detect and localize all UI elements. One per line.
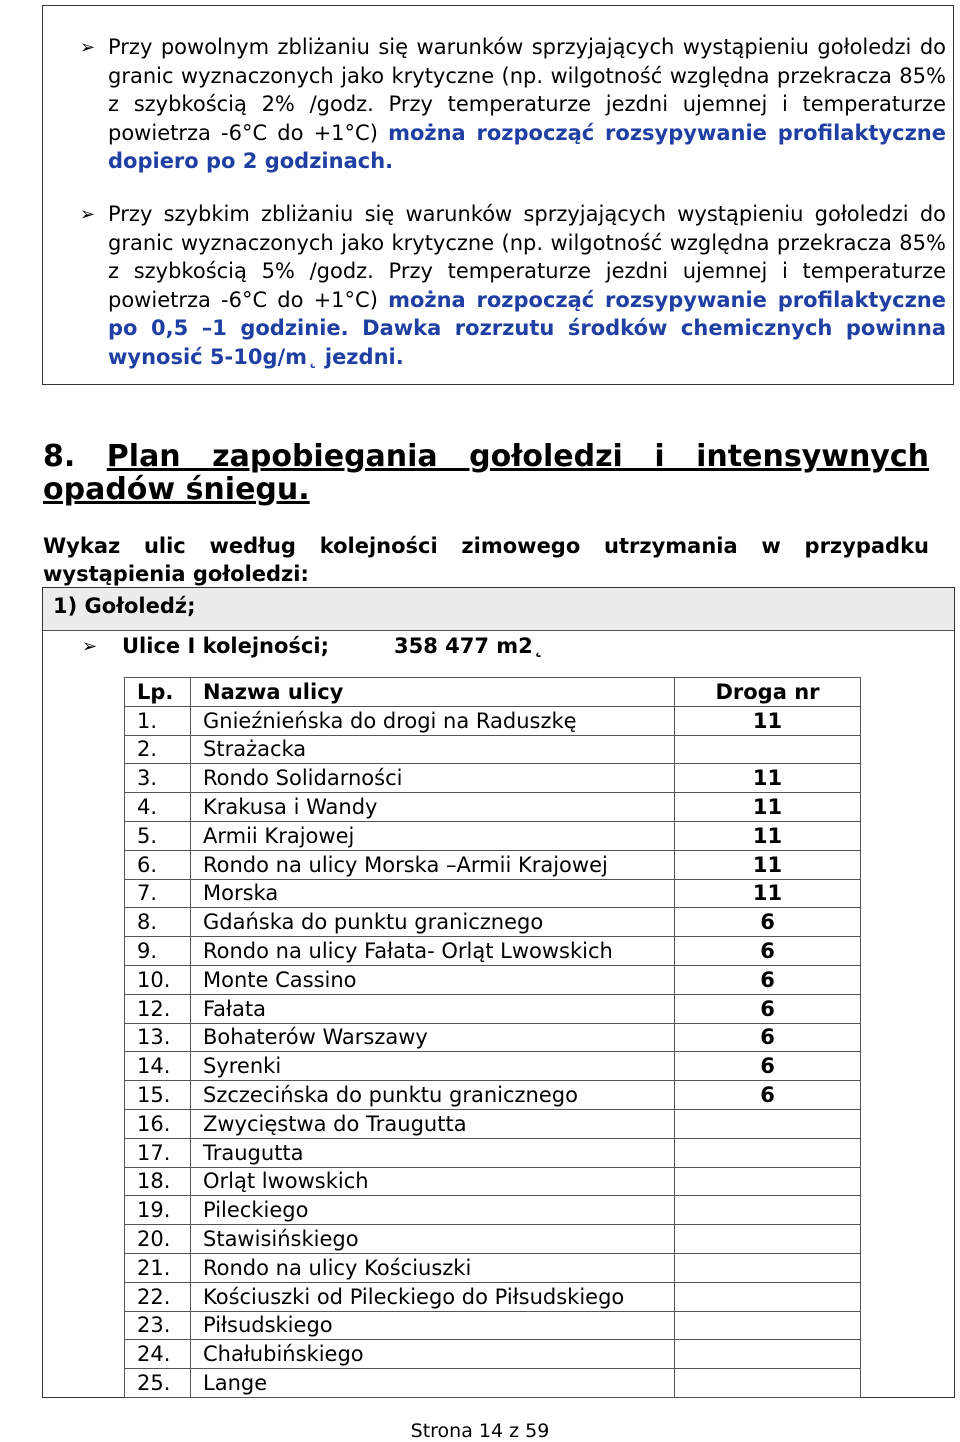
cell-road-number <box>675 1138 861 1167</box>
table-row <box>125 1081 861 1110</box>
cell-road-number <box>675 735 861 764</box>
cell-road-number: 11 <box>675 706 861 735</box>
cell-street-name: Orląt lwowskich <box>191 1167 675 1196</box>
cell-road-number <box>675 1253 861 1282</box>
table-row <box>125 850 861 879</box>
table-row <box>125 908 861 937</box>
col-header-lp: Lp. <box>125 678 191 707</box>
cell-road-number <box>675 1196 861 1225</box>
cell-street-name: Krakusa i Wandy <box>191 793 675 822</box>
cell-road-number: 6 <box>675 908 861 937</box>
cell-street-name: Rondo na ulicy Morska –Armii Krajowej <box>191 850 675 879</box>
cell-street-name: Gnieźnieńska do drogi na Raduszkę <box>191 706 675 735</box>
table-row <box>125 937 861 966</box>
cell-street-name: Morska <box>191 879 675 908</box>
table-row <box>125 994 861 1023</box>
cell-road-number: 11 <box>675 793 861 822</box>
table-row <box>125 1253 861 1282</box>
table-row <box>125 1052 861 1081</box>
cell-street-name: Pileckiego <box>191 1196 675 1225</box>
section-heading <box>43 440 929 506</box>
cell-road-number <box>675 1369 861 1398</box>
cell-street-name: Kościuszki od Pileckiego do Piłsudskiego <box>191 1282 675 1311</box>
cell-street-name: Fałata <box>191 994 675 1023</box>
list-box-header: 1) Gołoledź; <box>43 588 954 631</box>
cell-lp: 19. <box>125 1196 191 1225</box>
cell-street-name: Traugutta <box>191 1138 675 1167</box>
cell-lp: 23. <box>125 1311 191 1340</box>
table-row <box>125 1196 861 1225</box>
cell-road-number <box>675 1311 861 1340</box>
cell-lp: 20. <box>125 1225 191 1254</box>
cell-lp: 8. <box>125 908 191 937</box>
cell-street-name: Rondo Solidarności <box>191 764 675 793</box>
bullet-slow <box>80 33 946 176</box>
cell-lp: 22. <box>125 1282 191 1311</box>
arrow-bullet-icon: ➢ <box>80 204 96 225</box>
cell-lp: 7. <box>125 879 191 908</box>
table-row <box>125 706 861 735</box>
table-header-row <box>125 678 861 707</box>
cell-lp: 13. <box>125 1023 191 1052</box>
cell-street-name: Piłsudskiego <box>191 1311 675 1340</box>
cell-road-number: 11 <box>675 821 861 850</box>
cell-street-name: Lange <box>191 1369 675 1398</box>
cell-road-number: 11 <box>675 850 861 879</box>
cell-road-number: 6 <box>675 1052 861 1081</box>
table-row <box>125 821 861 850</box>
category-label: Ulice I kolejności; <box>122 634 329 658</box>
cell-road-number: 6 <box>675 1023 861 1052</box>
cell-street-name: Chałubińskiego <box>191 1340 675 1369</box>
cell-street-name: Szczecińska do punktu granicznego <box>191 1081 675 1110</box>
table-row <box>125 965 861 994</box>
table-row <box>125 1138 861 1167</box>
col-header-name: Nazwa ulicy <box>191 678 675 707</box>
cell-road-number: 6 <box>675 965 861 994</box>
cell-lp: 3. <box>125 764 191 793</box>
table-row <box>125 1340 861 1369</box>
cell-lp: 17. <box>125 1138 191 1167</box>
table-row <box>125 1369 861 1398</box>
table-row <box>125 1109 861 1138</box>
table-row <box>125 1023 861 1052</box>
table-row <box>125 1311 861 1340</box>
cell-lp: 21. <box>125 1253 191 1282</box>
cell-road-number: 6 <box>675 937 861 966</box>
cell-road-number: 11 <box>675 764 861 793</box>
cell-street-name: Bohaterów Warszawy <box>191 1023 675 1052</box>
cell-road-number <box>675 1167 861 1196</box>
cell-road-number: 11 <box>675 879 861 908</box>
cell-lp: 4. <box>125 793 191 822</box>
cell-road-number: 6 <box>675 1081 861 1110</box>
table-row <box>125 764 861 793</box>
category-value: 358 477 m2˛ <box>394 634 544 658</box>
cell-lp: 10. <box>125 965 191 994</box>
bullet-text: Przy powolnym zbliżaniu się warunków sprzyjających wystąpieniu gołoledzi do granic wyznaczonych jako krytyczne (np. wilgotność względna przekracza 85% z szybkością 2% /godz. Przy temperaturze jezdni ujemnej i temperaturze powietrza -6°C do +1°C) można rozpocząć rozsypywanie profilaktyczne dopiero po 2 godzinach. <box>108 35 946 174</box>
cell-lp: 15. <box>125 1081 191 1110</box>
table-row <box>125 793 861 822</box>
cell-road-number: 6 <box>675 994 861 1023</box>
table-row <box>125 1282 861 1311</box>
table-row <box>125 1225 861 1254</box>
arrow-bullet-icon: ➢ <box>82 636 98 657</box>
cell-lp: 16. <box>125 1109 191 1138</box>
cell-street-name: Gdańska do punktu granicznego <box>191 908 675 937</box>
cell-lp: 25. <box>125 1369 191 1398</box>
cell-lp: 18. <box>125 1167 191 1196</box>
cell-road-number <box>675 1282 861 1311</box>
cell-lp: 2. <box>125 735 191 764</box>
cell-lp: 14. <box>125 1052 191 1081</box>
cell-lp: 9. <box>125 937 191 966</box>
cell-lp: 5. <box>125 821 191 850</box>
table-row <box>125 735 861 764</box>
cell-street-name: Syrenki <box>191 1052 675 1081</box>
cell-street-name: Stawisińskiego <box>191 1225 675 1254</box>
bullet-fast <box>80 200 946 372</box>
cell-street-name: Rondo na ulicy Kościuszki <box>191 1253 675 1282</box>
cell-road-number <box>675 1340 861 1369</box>
streets-table <box>124 677 861 1398</box>
cell-street-name: Strażacka <box>191 735 675 764</box>
table-row <box>125 1167 861 1196</box>
arrow-bullet-icon: ➢ <box>80 37 96 58</box>
cell-street-name: Armii Krajowej <box>191 821 675 850</box>
cell-road-number <box>675 1109 861 1138</box>
cell-street-name: Zwycięstwa do Traugutta <box>191 1109 675 1138</box>
cell-street-name: Monte Cassino <box>191 965 675 994</box>
cell-lp: 1. <box>125 706 191 735</box>
section-number: 8. <box>43 439 76 474</box>
col-header-road: Droga nr <box>675 678 861 707</box>
cell-road-number <box>675 1225 861 1254</box>
cell-lp: 12. <box>125 994 191 1023</box>
section-subtitle: Wykaz ulic według kolejności zimowego utrzymania w przypadku wystąpienia gołoledzi: <box>43 534 929 586</box>
cell-lp: 6. <box>125 850 191 879</box>
page-footer: Strona 14 z 59 <box>410 1420 550 1442</box>
section-title: Plan zapobiegania gołoledzi i intensywnych opadów śniegu. <box>43 439 929 507</box>
cell-lp: 24. <box>125 1340 191 1369</box>
table-row <box>125 879 861 908</box>
cell-street-name: Rondo na ulicy Fałata- Orląt Lwowskich <box>191 937 675 966</box>
bullet-text: Przy szybkim zbliżaniu się warunków sprzyjających wystąpieniu gołoledzi do granic wyznaczonych jako krytyczne (np. wilgotność względna przekracza 85% z szybkością 5% /godz. Przy temperaturze jezdni ujemnej i temperaturze powietrza -6°C do +1°C) można rozpocząć rozsypywanie profilaktyczne po 0,5 –1 godzinie. Dawka rozrzutu środków chemicznych powinna wynosić 5-10g/m˛ jezdni. <box>108 202 946 369</box>
